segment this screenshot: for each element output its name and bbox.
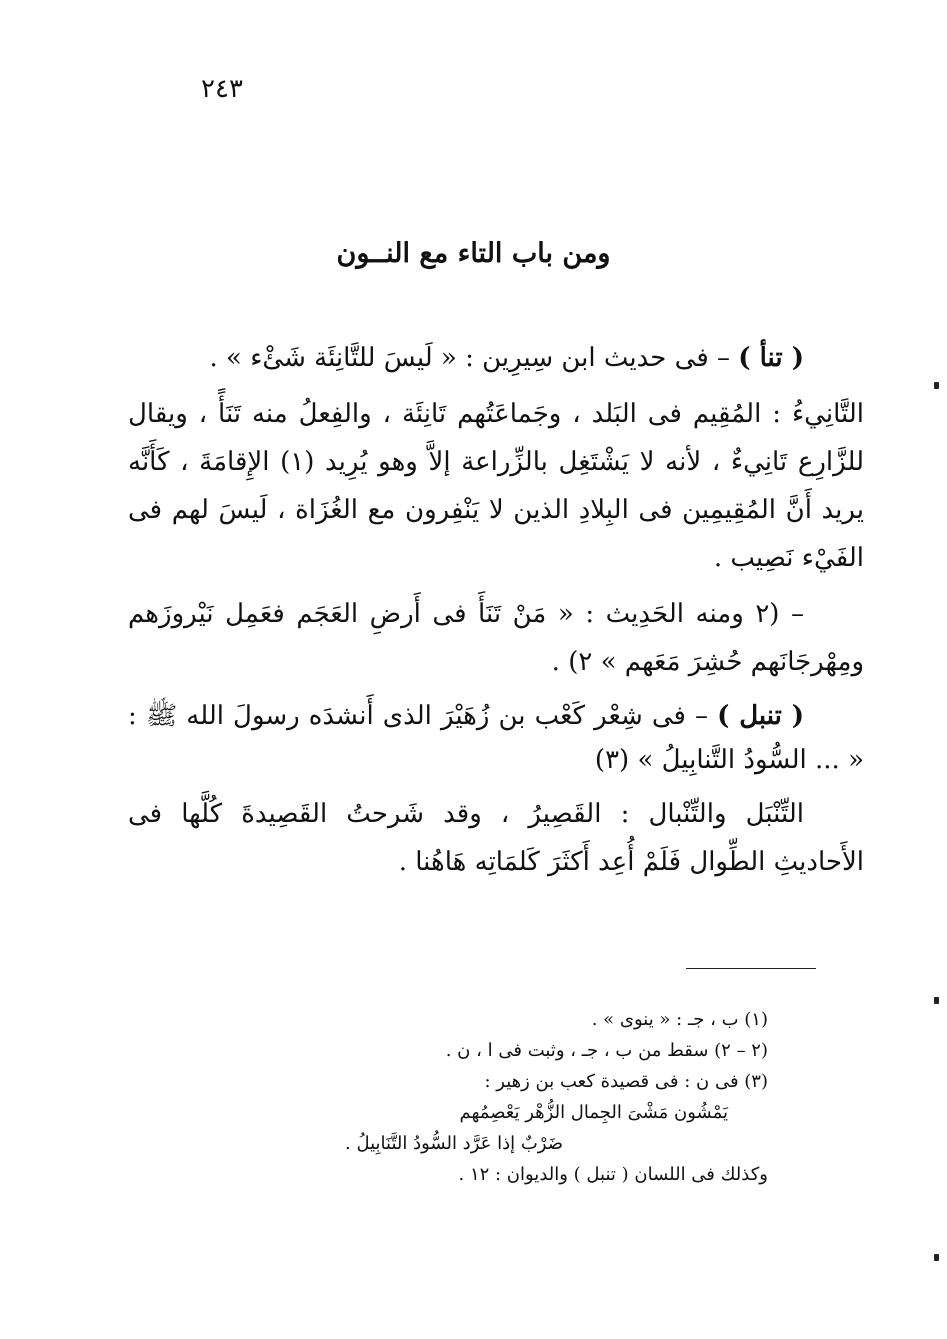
scan-margin-mark <box>934 997 939 1004</box>
footnote-separator <box>686 968 816 969</box>
entry-headword-tana: ( تنأ ) <box>738 343 804 373</box>
footnote-1: (١) ب ، جـ : « ينوى » . <box>591 1009 768 1030</box>
scan-margin-mark <box>934 382 939 389</box>
footnote-3: (٣) فى ن : فى قصيدة كعب بن زهير : <box>484 1071 768 1092</box>
entry-tanbal-paragraph <box>128 694 864 782</box>
footnote-3-verse-line-2: ضَرْبٌ إذا عَرَّد السُّودُ التَّنَابِيلُ . <box>345 1133 563 1154</box>
tanbal-explanation-paragraph: التِّنْبَل والتِّنْبال : القَصِيرُ ، وقد شَرحتُ القَصِيدةَ كُلَّها فى الأَحاديثِ الطِّوال فَلَمْ أُعِد أَكثَرَ كَلمَاتِه هَاهُنا . <box>128 799 864 877</box>
footnote-3-verse-line-1: يَمْشُون مَشْىَ الجِمال الزُّهْر يَعْصِمُهم <box>459 1102 728 1123</box>
entry-tanbal-text: – فى شِعْر كَعْب بن زُهَيْرَ الذى أَنشدَه رسولَ الله ﷺ : « ... السُّودُ التَّنابِيلُ » (٣) <box>128 701 864 775</box>
body-text <box>128 334 864 894</box>
chapter-heading: ومن باب التاء مع النــون <box>336 238 611 269</box>
scan-margin-mark <box>934 1254 939 1261</box>
entry-tana-paragraph <box>128 334 864 382</box>
page-number: ٢٤٣ <box>201 74 243 104</box>
entry-tana-text: – فى حديث ابن سِيرِين : « لَيسَ للتَّانِئَة شَئْء » . <box>209 343 739 373</box>
tana-hadith-paragraph: – (٢ ومنه الحَدِيث : « مَنْ تَنَأَ فى أَرضِ العَجَم فعَمِل نَيْروزَهم ومِهْرجَانَهم حُشِرَ مَعَهم » ٢) . <box>128 599 864 677</box>
footnote-2: (٢ – ٢) سقط من ب ، جـ ، وثبت فى ا ، ن . <box>445 1040 768 1061</box>
footnote-3-source: وكذلك فى اللسان ( تنبل ) والديوان : ١٢ . <box>458 1164 768 1185</box>
footnotes <box>128 1004 768 1190</box>
entry-headword-tanbal: ( تنبل ) <box>717 701 805 731</box>
tana-explanation-paragraph: التَّانِيءُ : المُقِيم فى البَلد ، وجَماعَتُهم تَانِئَة ، والفِعلُ منه تَنَأً ، ويقال للزَّارِع تَانِيءٌ ، لأنه لا يَشْتَغِل بالزِّراعة إلاَّ وهو يُرِيد (١) الإِقامَةَ ، كَأَنَّه يريد أَنَّ المُقِيمِين فى البِلادِ الذين لا يَنْفِرون مع الغُزَاة ، لَيسَ لهم فى الفَيْء نَصِيب . <box>128 399 864 573</box>
